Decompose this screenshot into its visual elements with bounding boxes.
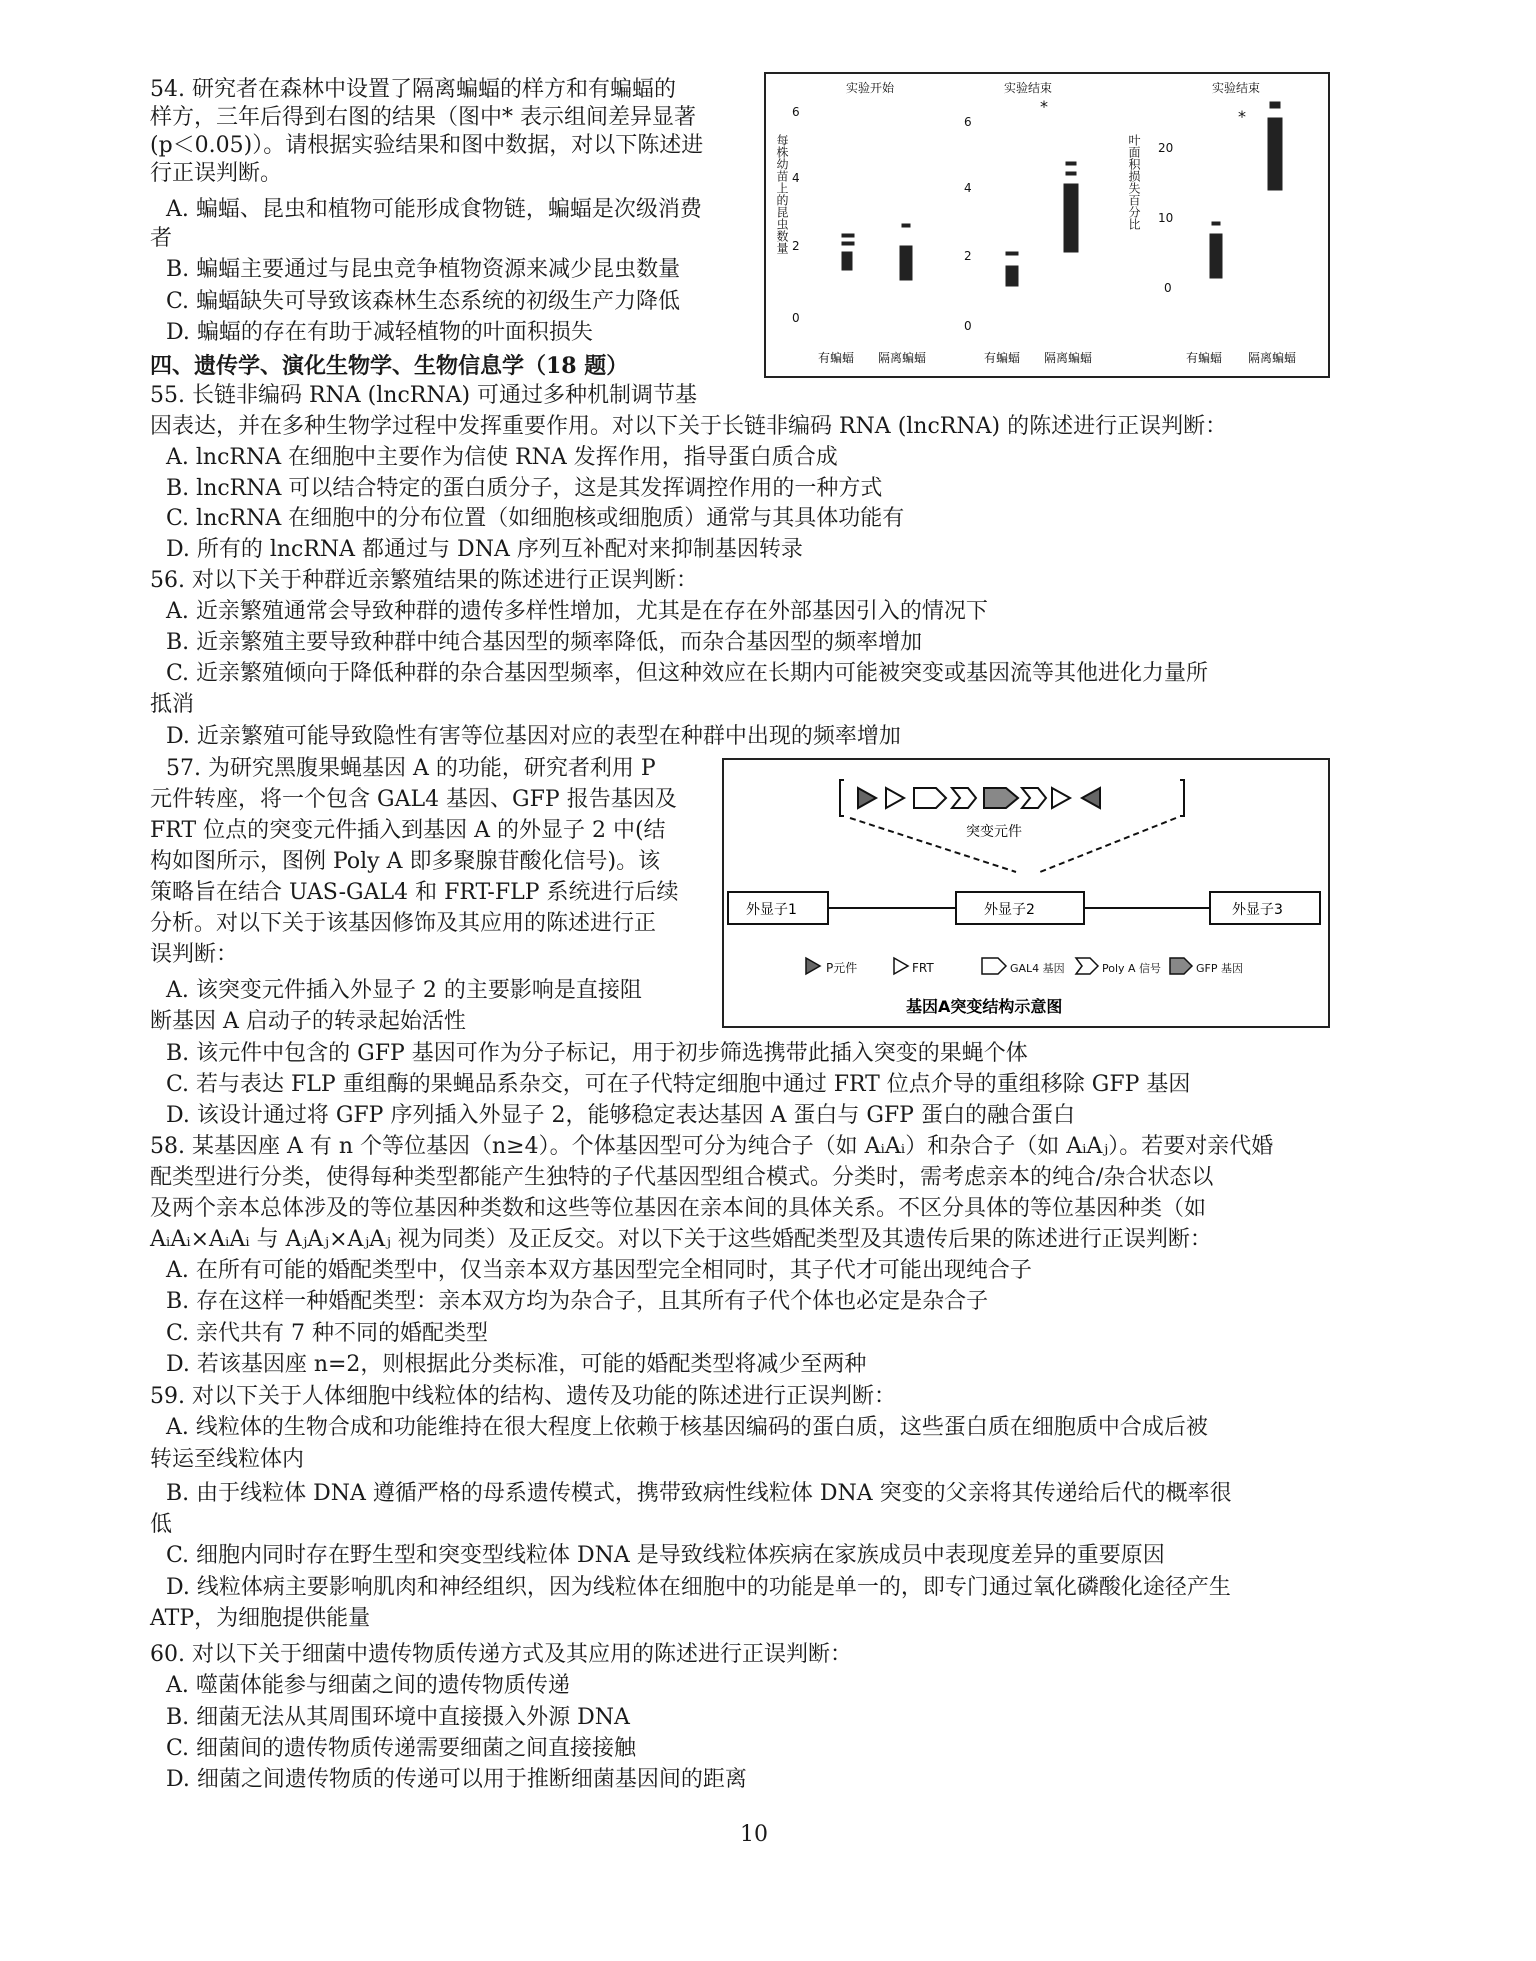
polya-icon [952, 788, 976, 808]
y-axis-label: 叶面积损失百分比 [1127, 134, 1141, 230]
q54-line: 样方，三年后得到右图的结果（图中* 表示组间差异显著 [150, 105, 696, 130]
q56-option-a: A. 近亲繁殖通常会导致种群的遗传多样性增加，尤其是在存在外部基因引入的情况下 [166, 599, 988, 624]
tick-label: 0 [964, 319, 972, 333]
q59-line: 转运至线粒体内 [150, 1447, 305, 1472]
legend-label: FRT [912, 961, 934, 975]
gfp-icon [984, 788, 1018, 808]
q57-option-b: B. 该元件中包含的 GFP 基因可作为分子标记，用于初步筛选携带此插入突变的果蝇个体 [166, 1041, 1028, 1066]
exon-label: 外显子3 [1232, 902, 1283, 918]
q54-line: 者 [150, 226, 173, 251]
q58-option-b: B. 存在这样一种婚配类型：亲本双方均为杂合子，且其所有子代个体也必定是杂合子 [166, 1289, 989, 1314]
section-title: 四、遗传学、演化生物学、生物信息学（18 题） [150, 353, 629, 379]
q57-option-a: A. 该突变元件插入外显子 2 的主要影响是直接阻 [166, 978, 642, 1003]
q54-option-d: D. 蝙蝠的存在有助于减轻植物的叶面积损失 [166, 320, 593, 345]
tick-label: 20 [1158, 141, 1174, 155]
tick-label: 10 [1158, 211, 1174, 225]
q59-line: ATP，为细胞提供能量 [150, 1606, 371, 1631]
tick-label: 2 [964, 249, 972, 263]
panel-title: 实验开始 [846, 81, 895, 95]
exon-label: 外显子2 [984, 902, 1035, 918]
q55-line: 因表达，并在多种生物学过程中发挥重要作用。对以下关于长链非编码 RNA (lncRNA) 的陈述进行正误判断： [150, 414, 1228, 439]
bracket-left [840, 780, 844, 816]
q58-line: 58. 某基因座 A 有 n 个等位基因（n≥4）。个体基因型可分为纯合子（如 AᵢAᵢ）和杂合子（如 AᵢAⱼ）。若要对亲代婚 [150, 1134, 1274, 1159]
q59-option-d: D. 线粒体病主要影响肌肉和神经组织，因为线粒体在细胞中的功能是单一的，即专门通过氧化磷酸化途径产生 [166, 1575, 1231, 1600]
dash-line [1040, 818, 1176, 872]
point-cluster [1268, 102, 1282, 190]
q54-option-a: A. 蝙蝠、昆虫和植物可能形成食物链，蝙蝠是次级消费 [166, 197, 702, 222]
figure-caption: 基因A突变结构示意图 [906, 997, 1063, 1016]
tick-label: 2 [792, 239, 800, 253]
q57-line: 分析。对以下关于该基因修饰及其应用的陈述进行正 [150, 911, 657, 936]
significance-star: * [1040, 97, 1048, 116]
x-label: 隔离蝙蝠 [878, 351, 927, 365]
q58-line: AᵢAᵢ×AᵢAᵢ 与 AⱼAⱼ×AⱼAⱼ 视为同类）及正反交。对以下关于这些婚配类型及其遗传后果的陈述进行正误判断： [150, 1227, 1212, 1252]
q57-line: 策略旨在结合 UAS-GAL4 和 FRT-FLP 系统进行后续 [150, 880, 679, 905]
polya-icon [1022, 788, 1046, 808]
q55-option-c: C. lncRNA 在细胞中的分布位置（如细胞核或细胞质）通常与其具体功能有 [166, 506, 905, 531]
q57-line: FRT 位点的突变元件插入到基因 A 的外显子 2 中(结 [150, 818, 666, 843]
q58-option-c: C. 亲代共有 7 种不同的婚配类型 [166, 1321, 489, 1346]
point-cluster [842, 234, 854, 270]
p-element-icon [1082, 788, 1100, 808]
legend-label: P元件 [826, 961, 858, 975]
q57-figure [722, 758, 1330, 1028]
point-cluster [900, 224, 912, 280]
gal4-icon [914, 788, 946, 808]
q57-option-c: C. 若与表达 FLP 重组酶的果蝇品系杂交，可在子代特定细胞中通过 FRT 位点介导的重组移除 GFP 基因 [166, 1072, 1191, 1097]
legend-label: Poly A 信号 [1102, 962, 1162, 975]
q57-option-d: D. 该设计通过将 GFP 序列插入外显子 2，能够稳定表达基因 A 蛋白与 GFP 蛋白的融合蛋白 [166, 1103, 1075, 1128]
tick-label: 4 [964, 181, 972, 195]
point-cluster [1064, 162, 1078, 252]
y-axis-label: 每株幼苗上的昆虫数量 [775, 134, 789, 254]
q60-option-d: D. 细菌之间遗传物质的传递可以用于推断细菌基因间的距离 [166, 1767, 747, 1792]
tick-label: 4 [792, 171, 800, 185]
q56-option-c: C. 近亲繁殖倾向于降低种群的杂合基因型频率，但这种效应在长期内可能被突变或基因流等其他进化力量所 [166, 661, 1209, 686]
q54-line: 54. 研究者在森林中设置了隔离蝙蝠的样方和有蝙蝠的 [150, 77, 676, 102]
q55-option-b: B. lncRNA 可以结合特定的蛋白质分子，这是其发挥调控作用的一种方式 [166, 476, 883, 501]
bracket-right [1180, 780, 1184, 816]
p-element-icon [858, 788, 876, 808]
q54-figure [764, 72, 1330, 378]
q59-line: 低 [150, 1512, 173, 1537]
q57-line: 误判断： [150, 942, 239, 967]
point-cluster [1006, 252, 1018, 286]
q58-option-d: D. 若该基因座 n=2，则根据此分类标准，可能的婚配类型将减少至两种 [166, 1352, 867, 1377]
q57-line: 断基因 A 启动子的转录起始活性 [150, 1009, 466, 1034]
q55-option-d: D. 所有的 lncRNA 都通过与 DNA 序列互补配对来抑制基因转录 [166, 537, 803, 562]
page-number: 10 [740, 1822, 768, 1847]
q57-line: 元件转座，将一个包含 GAL4 基因、GFP 报告基因及 [150, 787, 677, 812]
q59-option-b: B. 由于线粒体 DNA 遵循严格的母系遗传模式，携带致病性线粒体 DNA 突变的父亲将其传递给后代的概率很 [166, 1481, 1232, 1506]
panel-title: 实验结束 [1004, 81, 1053, 95]
q56-option-d: D. 近亲繁殖可能导致隐性有害等位基因对应的表型在种群中出现的频率增加 [166, 724, 901, 749]
tick-label: 6 [964, 115, 972, 129]
q60-option-b: B. 细菌无法从其周围环境中直接摄入外源 DNA [166, 1705, 630, 1730]
legend-label: GAL4 基因 [1010, 962, 1065, 975]
q56-line: 56. 对以下关于种群近亲繁殖结果的陈述进行正误判断： [150, 568, 698, 593]
q54-line: 行正误判断。 [150, 161, 283, 186]
exon-label: 外显子1 [746, 902, 797, 918]
frt-icon [886, 788, 904, 808]
q54-line: (p＜0.05)）。请根据实验结果和图中数据，对以下陈述进 [150, 133, 704, 158]
x-label: 有蝙蝠 [1186, 351, 1223, 365]
x-label: 有蝙蝠 [984, 351, 1021, 365]
panel-title: 实验结束 [1212, 81, 1261, 95]
q55-option-a: A. lncRNA 在细胞中主要作为信使 RNA 发挥作用，指导蛋白质合成 [166, 445, 838, 470]
q54-option-c: C. 蝙蝠缺失可导致该森林生态系统的初级生产力降低 [166, 289, 681, 314]
x-label: 隔离蝙蝠 [1248, 351, 1297, 365]
x-label: 隔离蝙蝠 [1044, 351, 1093, 365]
q60-option-a: A. 噬菌体能参与细菌之间的遗传物质传递 [166, 1673, 570, 1698]
q59-option-a: A. 线粒体的生物合成和功能维持在很大程度上依赖于核基因编码的蛋白质，这些蛋白质在细胞质中合成后被 [166, 1415, 1208, 1440]
frt-icon [1052, 788, 1070, 808]
q55-line: 55. 长链非编码 RNA (lncRNA) 可通过多种机制调节基 [150, 383, 698, 408]
q56-option-b: B. 近亲繁殖主要导致种群中纯合基因型的频率降低，而杂合基因型的频率增加 [166, 630, 923, 655]
tick-label: 6 [792, 105, 800, 119]
tick-label: 0 [792, 311, 800, 325]
tick-label: 0 [1164, 281, 1172, 295]
q58-line: 及两个亲本总体涉及的等位基因种类数和这些等位基因在亲本间的具体关系。不区分具体的等位基因种类（如 [150, 1196, 1207, 1221]
q58-option-a: A. 在所有可能的婚配类型中，仅当亲本双方基因型完全相同时，其子代才可能出现纯合子 [166, 1258, 1032, 1283]
q56-line: 抵消 [150, 692, 195, 717]
q57-line: 57. 为研究黑腹果蝇基因 A 的功能，研究者利用 P [166, 756, 656, 781]
q59-line: 59. 对以下关于人体细胞中线粒体的结构、遗传及功能的陈述进行正误判断： [150, 1384, 896, 1409]
q58-line: 配类型进行分类，使得每种类型都能产生独特的子代基因型组合模式。分类时，需考虑亲本的纯合/杂合状态以 [150, 1165, 1214, 1190]
q57-line: 构如图所示，图例 Poly A 即多聚腺苷酸化信号)。该 [150, 849, 661, 874]
element-label: 突变元件 [966, 824, 1022, 840]
point-cluster [1210, 222, 1222, 278]
legend-label: GFP 基因 [1196, 962, 1243, 975]
q60-option-c: C. 细菌间的遗传物质传递需要细菌之间直接接触 [166, 1736, 637, 1761]
significance-star: * [1238, 107, 1246, 126]
q54-option-b: B. 蝙蝠主要通过与昆虫竞争植物资源来减少昆虫数量 [166, 257, 681, 282]
q60-line: 60. 对以下关于细菌中遗传物质传递方式及其应用的陈述进行正误判断： [150, 1642, 852, 1667]
x-label: 有蝙蝠 [818, 351, 855, 365]
q59-option-c: C. 细胞内同时存在野生型和突变型线粒体 DNA 是导致线粒体疾病在家族成员中表现度差异的重要原因 [166, 1543, 1165, 1568]
